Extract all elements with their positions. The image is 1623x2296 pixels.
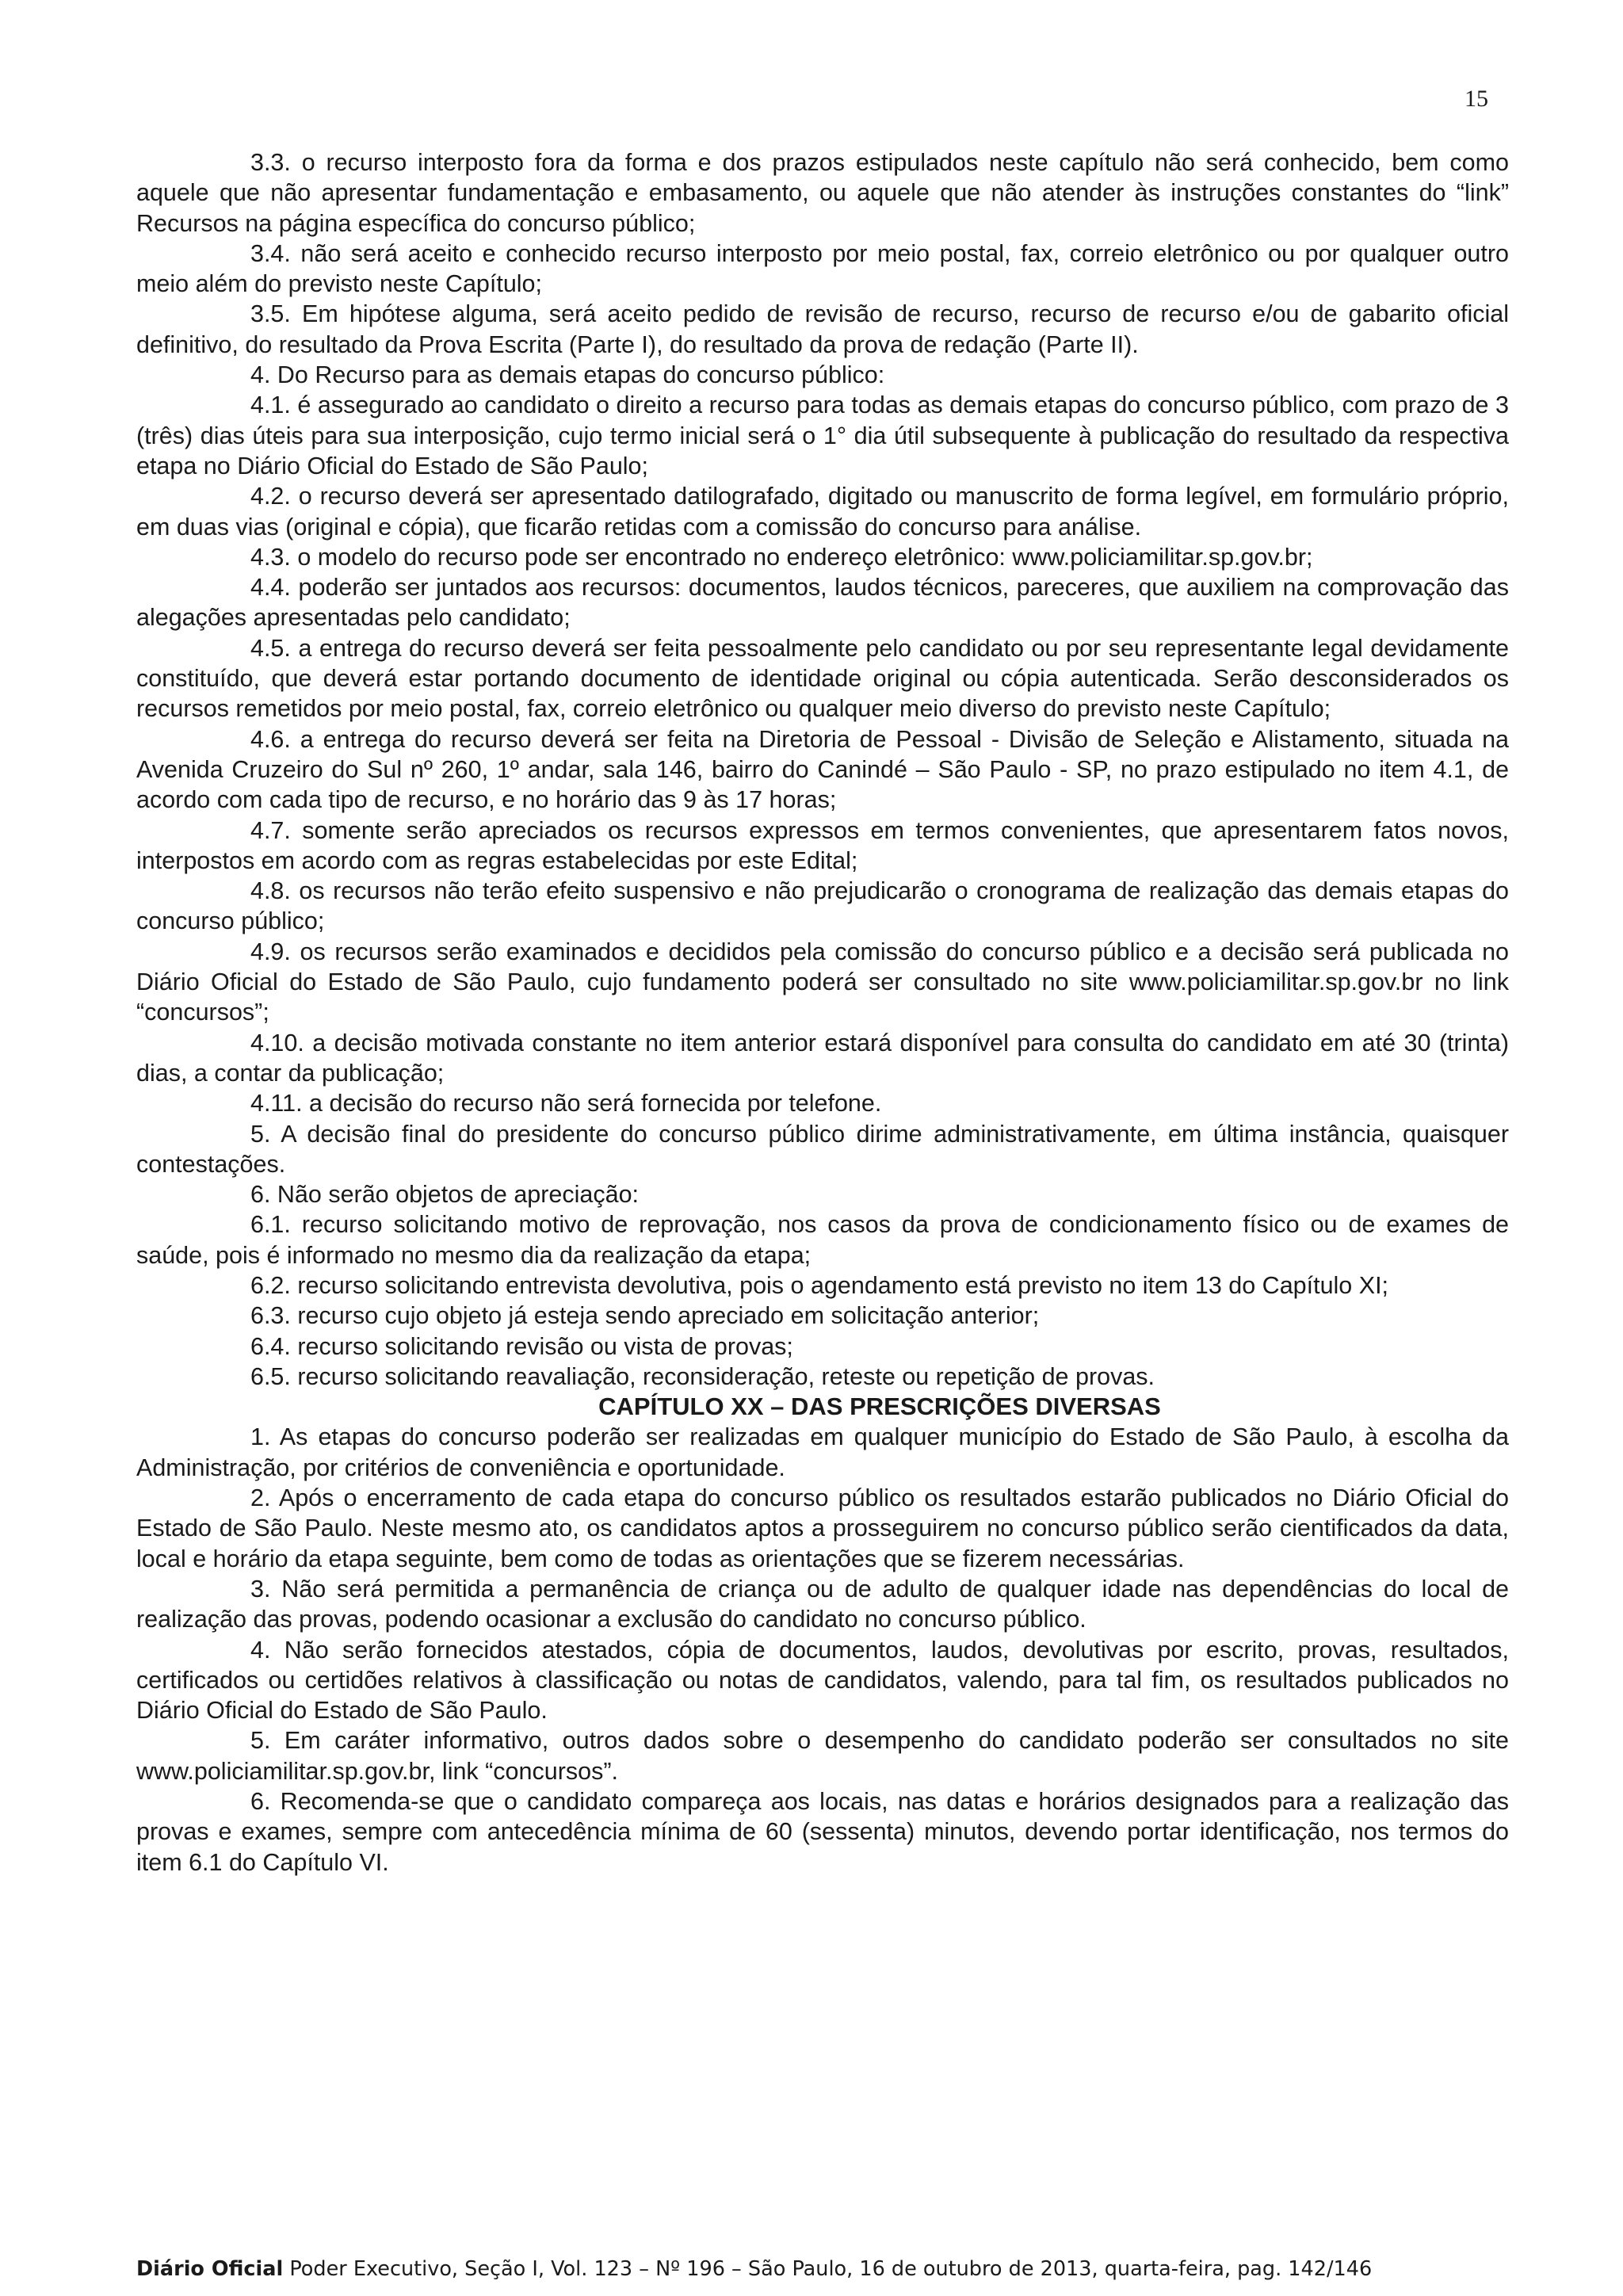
prescription-6: 6. Recomenda-se que o candidato compareça aos locais, nas datas e horários designados para a realização das provas e exames, sempre com antecedência mínima de 60 (sessenta) minutos, devendo portar identificação, nos termos do item 6.1 do Capítulo VI.: [136, 1788, 1509, 1876]
paragraph-4-7: 4.7. somente serão apreciados os recursos expressos em termos convenientes, que apresentarem fatos novos, interpostos em acordo com as regras estabelecidas por este Edital;: [136, 816, 1509, 874]
paragraph-4-3: 4.3. o modelo do recurso pode ser encontrado no endereço eletrônico: www.policiamilitar.sp.gov.br;: [250, 543, 1313, 571]
footer-publication-details: Poder Executivo, Seção I, Vol. 123 – Nº 196 – São Paulo, 16 de outubro de 2013, quarta-feira, pag. 142/146: [283, 2257, 1373, 2281]
paragraph-4-11: 4.11. a decisão do recurso não será fornecida por telefone.: [250, 1090, 882, 1117]
prescription-3: 3. Não será permitida a permanência de criança ou de adulto de qualquer idade nas dependências do local de realização das provas, podendo ocasionar a exclusão do candidato no concurso público.: [136, 1575, 1509, 1633]
paragraph-4: 4. Do Recurso para as demais etapas do concurso público:: [250, 361, 885, 389]
paragraph-4-10: 4.10. a decisão motivada constante no item anterior estará disponível para consulta do candidato em até 30 (trinta) dias, a contar da publicação;: [136, 1029, 1509, 1087]
footer-publication-name: Diário Oficial: [136, 2257, 284, 2281]
paragraph-4-2: 4.2. o recurso deverá ser apresentado datilografado, digitado ou manuscrito de forma legível, em formulário próprio, em duas vias (original e cópia), que ficarão retidas com a comissão do concurso para análise.: [136, 483, 1509, 541]
document-body: [136, 147, 1509, 1878]
paragraph-3-5: 3.5. Em hipótese alguma, será aceito pedido de revisão de recurso, recurso de recurso e/ou de gabarito oficial definitivo, do resultado da Prova Escrita (Parte I), do resultado da prova de redação (Parte II).: [136, 300, 1509, 358]
chapter-heading: CAPÍTULO XX – DAS PRESCRIÇÕES DIVERSAS: [598, 1392, 1161, 1421]
paragraph-4-4: 4.4. poderão ser juntados aos recursos: documentos, laudos técnicos, pareceres, que auxiliem na comprovação das alegações apresentadas pelo candidato;: [136, 574, 1509, 632]
prescription-1: 1. As etapas do concurso poderão ser realizadas em qualquer município do Estado de São Paulo, à escolha da Administração, por critérios de conveniência e oportunidade.: [136, 1423, 1509, 1481]
paragraph-5: 5. A decisão final do presidente do concurso público dirime administrativamente, em última instância, quaisquer contestações.: [136, 1120, 1509, 1178]
paragraph-6-1: 6.1. recurso solicitando motivo de reprovação, nos casos da prova de condicionamento físico ou de exames de saúde, pois é informado no mesmo dia da realização da etapa;: [136, 1211, 1509, 1269]
prescription-4: 4. Não serão fornecidos atestados, cópia de documentos, laudos, devolutivas por escrito, provas, resultados, certificados ou certidões relativos à classificação ou notas de candidatos, valendo, para tal fim, os resultados publicados no Diário Oficial do Estado de São Paulo.: [136, 1636, 1509, 1725]
paragraph-6-4: 6.4. recurso solicitando revisão ou vista de provas;: [250, 1332, 793, 1360]
paragraph-3-3: 3.3. o recurso interposto fora da forma e dos prazos estipulados neste capítulo não será conhecido, bem como aquele que não apresentar fundamentação e embasamento, ou aquele que não atender às instruções constantes do “link” Recursos na página específica do concurso público;: [136, 149, 1509, 237]
paragraph-6-5: 6.5. recurso solicitando reavaliação, reconsideração, reteste ou repetição de provas.: [250, 1362, 1155, 1390]
paragraph-6: 6. Não serão objetos de apreciação:: [250, 1181, 640, 1209]
page-number: 15: [1465, 86, 1488, 112]
paragraph-4-9: 4.9. os recursos serão examinados e decididos pela comissão do concurso público e a decisão será publicada no Diário Oficial do Estado de São Paulo, cujo fundamento poderá ser consultado no site www.policiamilitar.sp.gov.br no link “concursos”;: [136, 938, 1509, 1026]
paragraph-4-8: 4.8. os recursos não terão efeito suspensivo e não prejudicarão o cronograma de realização das demais etapas do concurso público;: [136, 877, 1509, 935]
paragraph-4-1: 4.1. é assegurado ao candidato o direito a recurso para todas as demais etapas do concurso público, com prazo de 3 (três) dias úteis para sua interposição, cujo termo inicial será o 1° dia útil subsequente à publicação do resultado da respectiva etapa no Diário Oficial do Estado de São Paulo;: [136, 392, 1509, 479]
prescription-2: 2. Após o encerramento de cada etapa do concurso público os resultados estarão publicados no Diário Oficial do Estado de São Paulo. Neste mesmo ato, os candidatos aptos a prosseguirem no concurso público serão cientificados da data, local e horário da etapa seguinte, bem como de todas as orientações que se fizerem necessárias.: [136, 1484, 1509, 1572]
paragraph-3-4: 3.4. não será aceito e conhecido recurso interposto por meio postal, fax, correio eletrônico ou por qualquer outro meio além do previsto neste Capítulo;: [136, 239, 1509, 298]
prescription-5: 5. Em caráter informativo, outros dados sobre o desempenho do candidato poderão ser consultados no site www.policiamilitar.sp.gov.br, link “concursos”.: [136, 1727, 1509, 1785]
paragraph-6-3: 6.3. recurso cujo objeto já esteja sendo apreciado em solicitação anterior;: [250, 1302, 1040, 1330]
paragraph-4-5: 4.5. a entrega do recurso deverá ser feita pessoalmente pelo candidato ou por seu representante legal devidamente constituído, que deverá estar portando documento de identidade original ou cópia autenticada. Serão desconsiderados os recursos remetidos por meio postal, fax, correio eletrônico ou qualquer meio diverso do previsto neste Capítulo;: [136, 634, 1509, 723]
page-footer: [136, 2257, 1372, 2281]
paragraph-6-2: 6.2. recurso solicitando entrevista devolutiva, pois o agendamento está previsto no item 13 do Capítulo XI;: [250, 1271, 1389, 1299]
paragraph-4-6: 4.6. a entrega do recurso deverá ser feita na Diretoria de Pessoal - Divisão de Seleção e Alistamento, situada na Avenida Cruzeiro do Sul nº 260, 1º andar, sala 146, bairro do Canindé – São Paulo - SP, no prazo estipulado no item 4.1, de acordo com cada tipo de recurso, e no horário das 9 às 17 horas;: [136, 725, 1509, 814]
